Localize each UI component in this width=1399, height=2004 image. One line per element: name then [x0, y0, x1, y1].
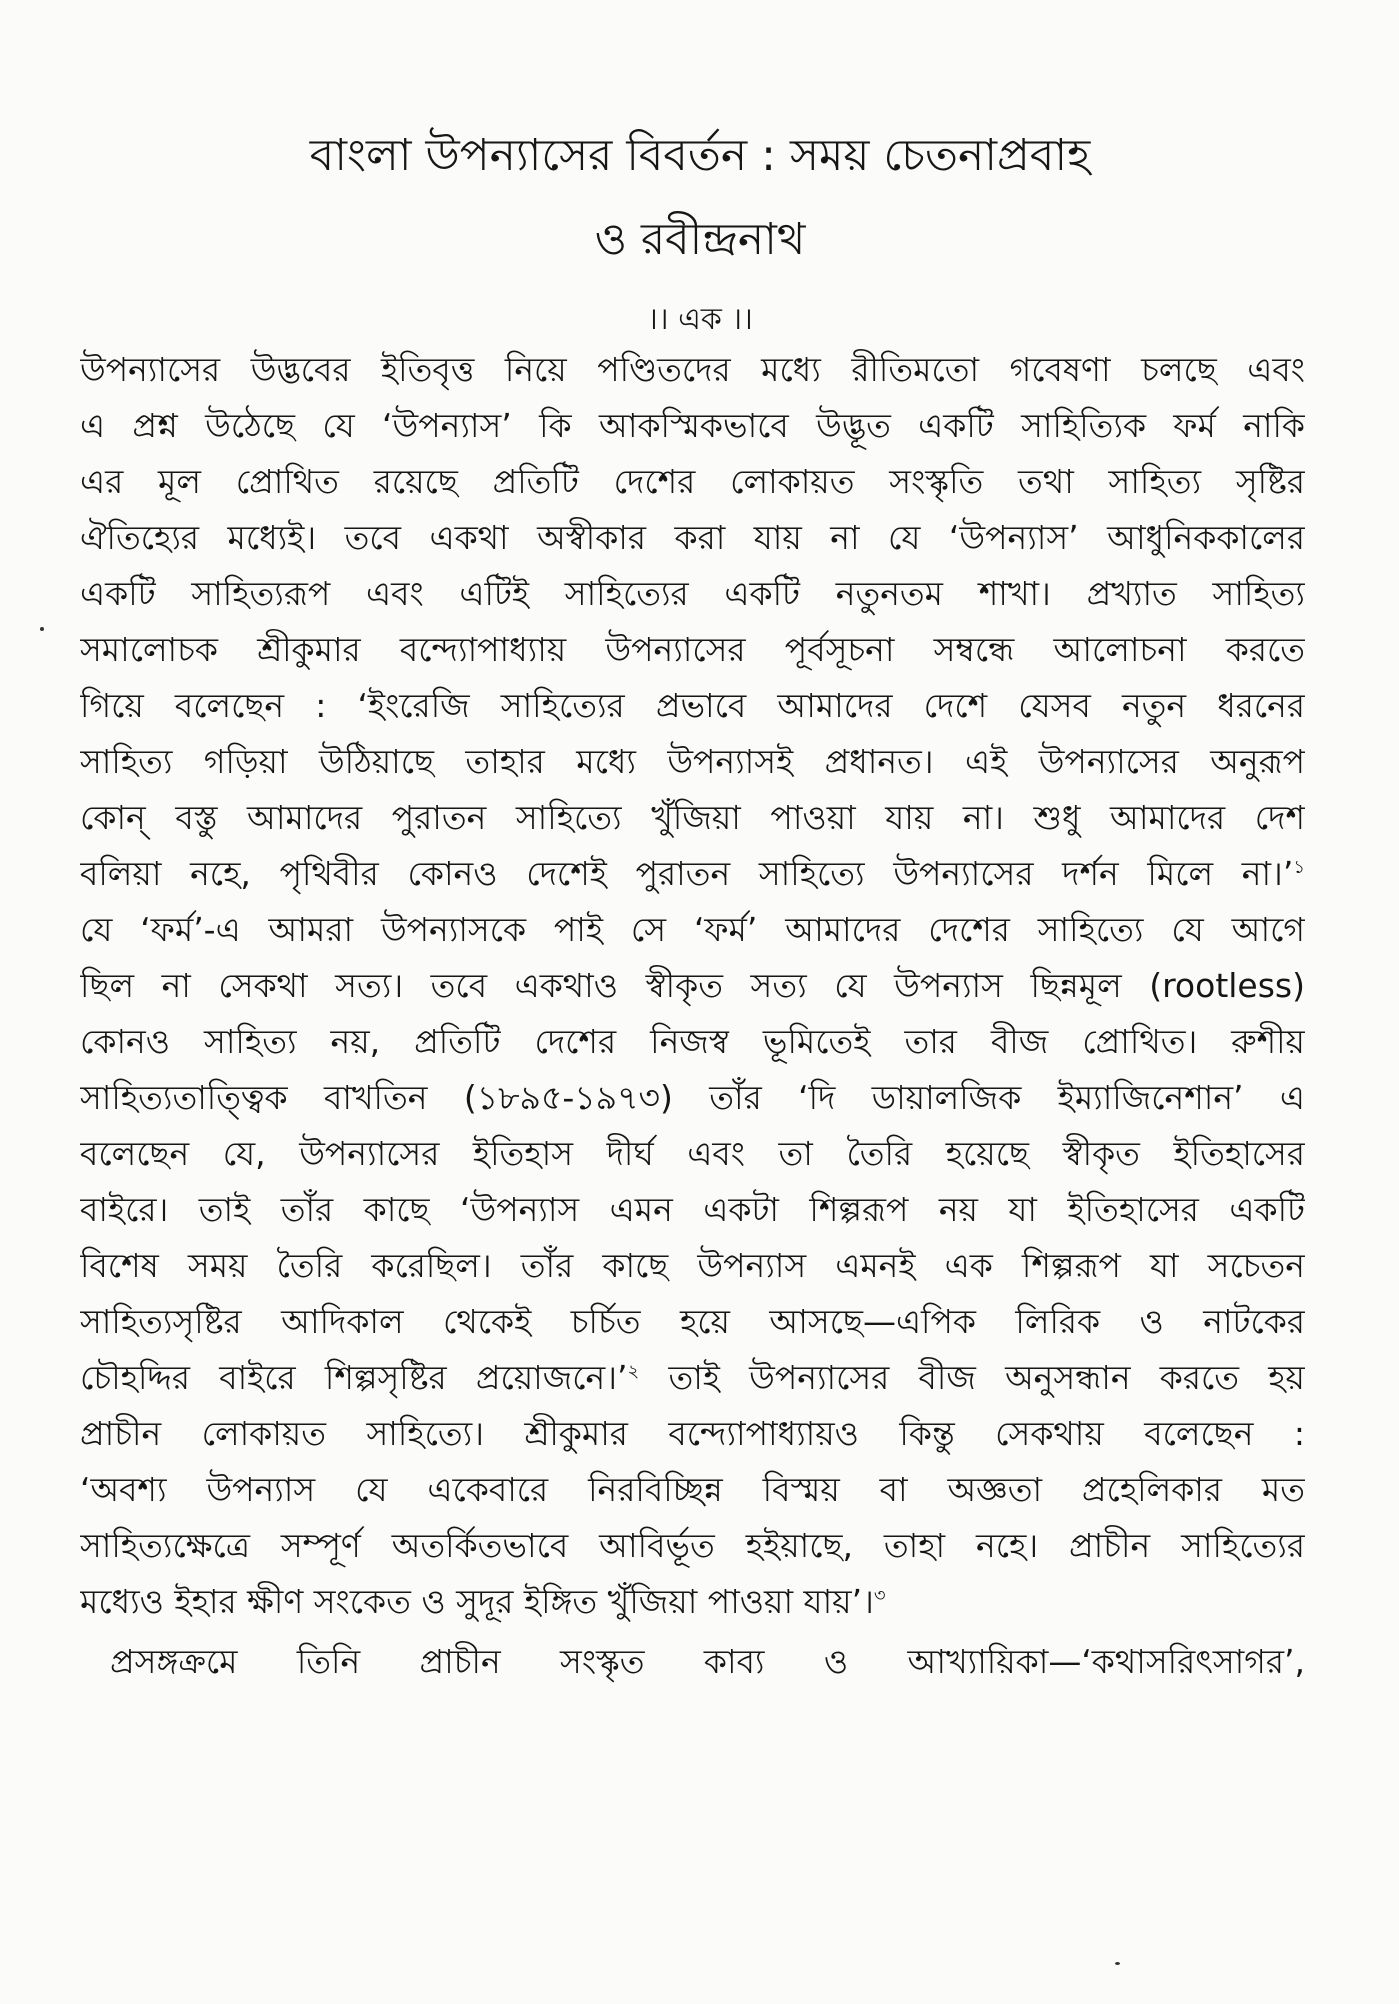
body-line: যে ‘ফর্ম’-এ আমরা উপন্যাসকে পাই সে ‘ফর্ম’ আমাদের দেশের সাহিত্যে যে আগে	[80, 910, 1305, 949]
body-line-with-footnote	[80, 1352, 1305, 1404]
body-line: বলেছেন যে, উপন্যাসের ইতিহাস দীর্ঘ এবং তা তৈরি হয়েছে স্বীকৃত ইতিহাসের	[80, 1134, 1305, 1173]
body-line: ছিল না সেকথা সত্য। তবে একথাও স্বীকৃত সত্য যে উপন্যাস ছিন্নমূল (rootless)	[80, 966, 1305, 1005]
body-line: সমালোচক শ্রীকুমার বন্দ্যোপাধ্যায় উপন্যাসের পূর্বসূচনা সম্বন্ধে আলোচনা করতে	[80, 630, 1305, 669]
body-line: উপন্যাসের উদ্ভবের ইতিবৃত্ত নিয়ে পণ্ডিতদের মধ্যে রীতিমতো গবেষণা চলছে এবং	[80, 350, 1305, 389]
footnote-marker: ২	[627, 1361, 640, 1382]
body-line: গিয়ে বলেছেন : ‘ইংরেজি সাহিত্যের প্রভাবে আমাদের দেশে যেসব নতুন ধরনের	[80, 686, 1305, 725]
scan-speck	[1115, 1962, 1120, 1965]
body-line: কোন্‌ বস্তু আমাদের পুরাতন সাহিত্যে খুঁজিয়া পাওয়া যায় না। শুধু আমাদের দেশ	[80, 798, 1305, 837]
body-line: সাহিত্যসৃষ্টির আদিকাল থেকেই চর্চিত হয়ে আসছে—এপিক লিরিক ও নাটকের	[80, 1302, 1305, 1341]
body-line: সাহিত্যক্ষেত্রে সম্পূর্ণ অতর্কিতভাবে আবির্ভূত হইয়াছে, তাহা নহে। প্রাচীন সাহিত্যের	[80, 1526, 1305, 1565]
body-line: সাহিত্য গড়িয়া উঠিয়াছে তাহার মধ্যে উপন্যাসই প্রধানত। এই উপন্যাসের অনুরূপ	[80, 742, 1305, 781]
chapter-title-line-2: ও রবীন্দ্রনাথ	[594, 214, 806, 265]
body-line: এর মূল প্রোথিত রয়েছে প্রতিটি দেশের লোকায়ত সংস্কৃতি তথা সাহিত্য সৃষ্টির	[80, 462, 1305, 501]
footnote-marker: ৩	[873, 1585, 886, 1606]
line-text: চৌহদ্দির বাইরে শিল্পসৃষ্টির প্রয়োজনে।’	[80, 1358, 628, 1397]
body-line-with-footnote	[80, 1576, 1305, 1628]
body-line-with-footnote	[80, 848, 1305, 900]
body-line: প্রাচীন লোকায়ত সাহিত্যে। শ্রীকুমার বন্দ্যোপাধ্যায়ও কিন্তু সেকথায় বলেছেন :	[80, 1414, 1305, 1453]
line-text: মধ্যেও ইহার ক্ষীণ সংকেত ও সুদূর ইঙ্গিত খুঁজিয়া পাওয়া যায়’।	[80, 1582, 874, 1621]
body-line: প্রসঙ্গক্রমে তিনি প্রাচীন সংস্কৃত কাব্য ও আখ্যায়িকা—‘কথাসরিৎসাগর’,	[110, 1642, 1305, 1681]
body-line: বাইরে। তাই তাঁর কাছে ‘উপন্যাস এমন একটা শিল্পরূপ নয় যা ইতিহাসের একটি	[80, 1190, 1305, 1229]
scan-speck	[40, 627, 44, 631]
chapter-title-line-1: বাংলা উপন্যাসের বিবর্তন : সময় চেতনাপ্রবাহ	[309, 130, 1091, 181]
footnote-marker: ১	[1293, 857, 1305, 878]
body-line: ঐতিহ্যের মধ্যেই। তবে একথা অস্বীকার করা যায় না যে ‘উপন্যাস’ আধুনিককালের	[80, 518, 1305, 557]
line-text-tail: তাই উপন্যাসের বীজ অনুসন্ধান করতে হয়	[639, 1358, 1305, 1397]
body-line: এ প্রশ্ন উঠেছে যে ‘উপন্যাস’ কি আকস্মিকভাবে উদ্ভূত একটি সাহিত্যিক ফর্ম নাকি	[80, 406, 1305, 445]
body-line: একটি সাহিত্যরূপ এবং এটিই সাহিত্যের একটি নতুনতম শাখা। প্রখ্যাত সাহিত্য	[80, 574, 1305, 613]
body-line: বিশেষ সময় তৈরি করেছিল। তাঁর কাছে উপন্যাস এমনই এক শিল্পরূপ যা সচেতন	[80, 1246, 1305, 1285]
line-text: বলিয়া নহে, পৃথিবীর কোনও দেশেই পুরাতন সাহিত্যে উপন্যাসের দর্শন মিলে না।’	[80, 854, 1294, 893]
body-line: সাহিত্যতাত্ত্বিক বাখতিন (১৮৯৫-১৯৭৩) তাঁর ‘দি ডায়ালজিক ইম্যাজিনেশান’ এ	[80, 1078, 1305, 1117]
section-number: ।। এক ।।	[647, 302, 753, 337]
body-line: ‘অবশ্য উপন্যাস যে একেবারে নিরবিচ্ছিন্ন বিস্ময় বা অজ্ঞতা প্রহেলিকার মত	[80, 1470, 1305, 1509]
body-line: কোনও সাহিত্য নয়, প্রতিটি দেশের নিজস্ব ভূমিতেই তার বীজ প্রোথিত। রুশীয়	[80, 1022, 1305, 1061]
